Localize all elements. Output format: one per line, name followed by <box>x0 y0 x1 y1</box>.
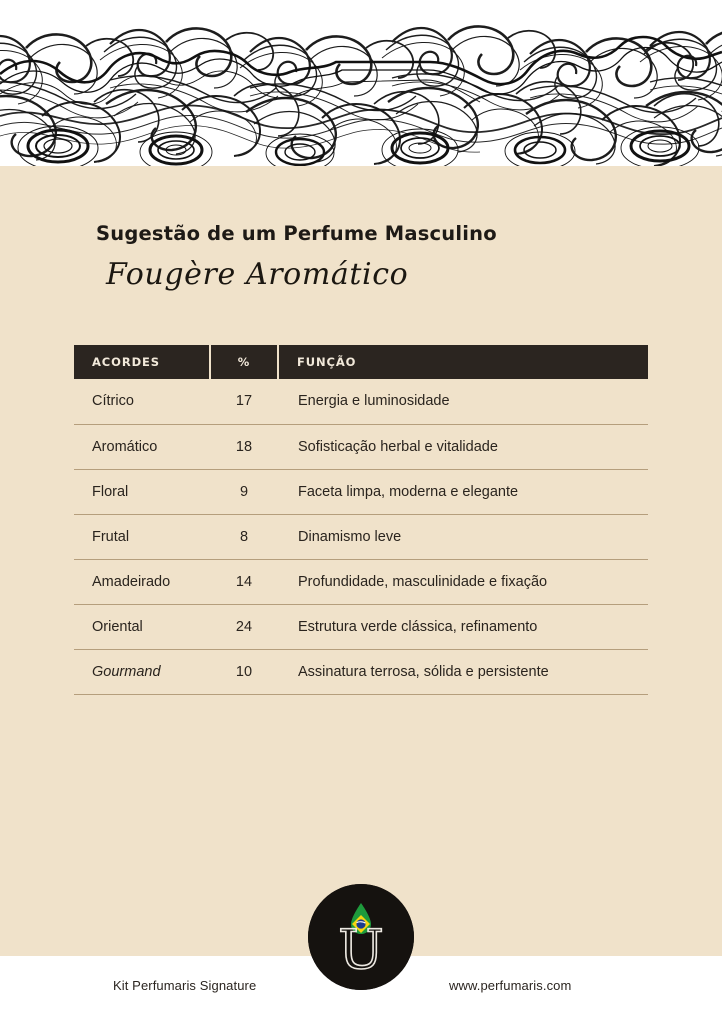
table-row <box>74 604 648 649</box>
table-header-row <box>74 345 648 379</box>
cell-function: Faceta limpa, moderna e elegante <box>278 469 648 514</box>
table-row <box>74 514 648 559</box>
column-header-accords: ACORDES <box>74 345 210 379</box>
cell-accord: Frutal <box>74 514 210 559</box>
cell-function: Profundidade, masculinidade e fixação <box>278 559 648 604</box>
cell-function: Energia e luminosidade <box>278 379 648 424</box>
cell-percent: 24 <box>210 604 278 649</box>
cell-percent: 14 <box>210 559 278 604</box>
cell-percent: 8 <box>210 514 278 559</box>
cell-function: Estrutura verde clássica, refinamento <box>278 604 648 649</box>
footer-website[interactable]: www.perfumaris.com <box>449 978 572 993</box>
title-block <box>96 222 656 291</box>
cell-percent: 10 <box>210 649 278 694</box>
logo-mark-icon <box>308 884 414 990</box>
brand-logo <box>308 884 414 990</box>
cell-percent: 9 <box>210 469 278 514</box>
page-subtitle: Fougère Aromático <box>106 257 409 293</box>
logo-letter: U <box>338 918 384 981</box>
table-row <box>74 649 648 694</box>
cell-accord: Cítrico <box>74 379 210 424</box>
column-header-function: FUNÇÃO <box>278 345 648 379</box>
cell-function: Dinamismo leve <box>278 514 648 559</box>
cell-function: Assinatura terrosa, sólida e persistente <box>278 649 648 694</box>
table-row <box>74 379 648 424</box>
cell-accord: Gourmand <box>74 649 210 694</box>
accords-table <box>74 345 648 695</box>
table-row <box>74 424 648 469</box>
footer-kit-label: Kit Perfumaris Signature <box>113 978 257 993</box>
cell-accord: Amadeirado <box>74 559 210 604</box>
column-header-percent: % <box>210 345 278 379</box>
cell-accord: Floral <box>74 469 210 514</box>
marbled-ornament-band <box>0 0 722 168</box>
cell-function: Sofisticação herbal e vitalidade <box>278 424 648 469</box>
table-row <box>74 469 648 514</box>
cell-accord: Aromático <box>74 424 210 469</box>
cell-percent: 17 <box>210 379 278 424</box>
table-row <box>74 559 648 604</box>
swirl-pattern-icon <box>0 0 722 168</box>
page-title: Sugestão de um Perfume Masculino <box>96 222 497 245</box>
table-body <box>74 379 648 694</box>
table-header <box>74 345 648 379</box>
cell-accord: Oriental <box>74 604 210 649</box>
cell-percent: 18 <box>210 424 278 469</box>
